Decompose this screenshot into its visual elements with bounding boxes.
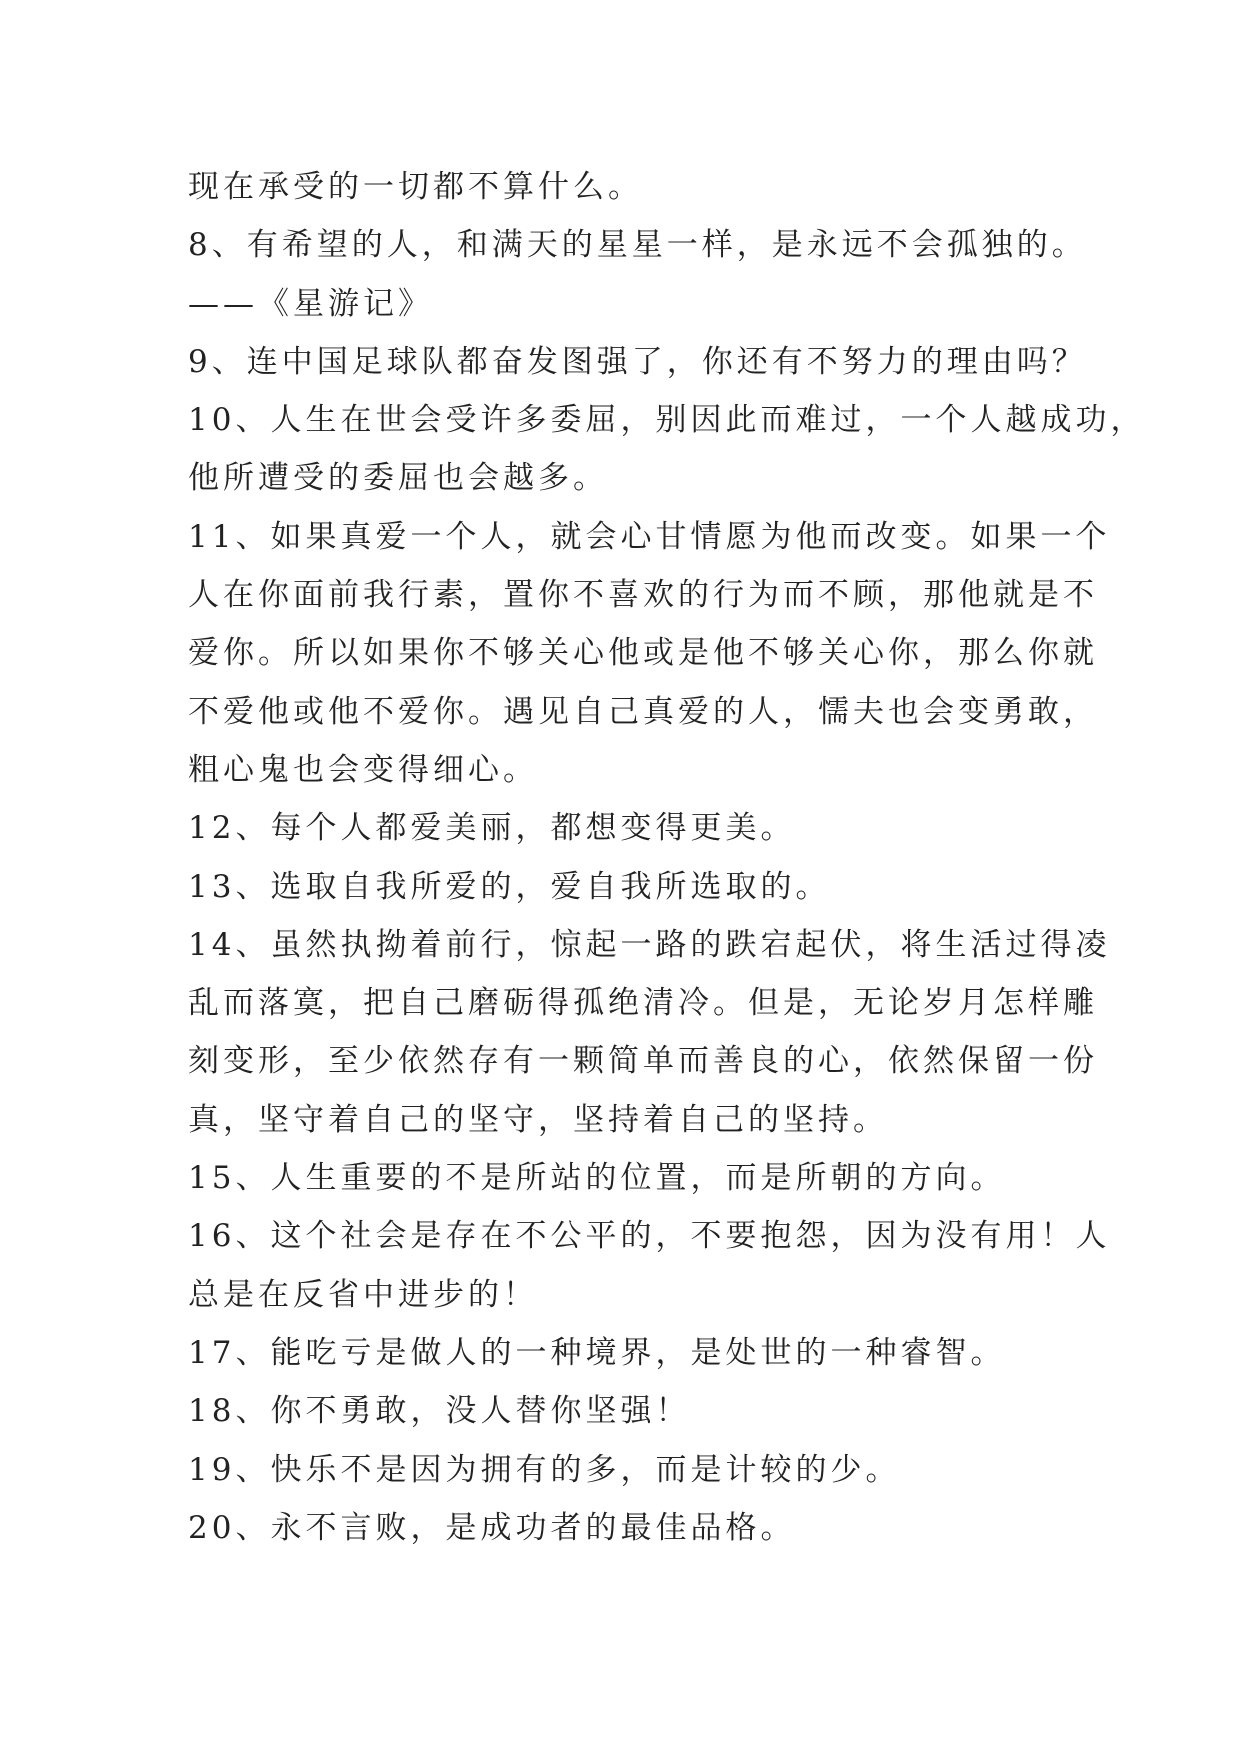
text-line: 18、你不勇敢，没人替你坚强！ — [188, 1393, 691, 1430]
text-line: 13、选取自我所爱的，爱自我所选取的。 — [188, 868, 831, 905]
text-line: 19、快乐不是因为拥有的多，而是计较的少。 — [188, 1451, 901, 1488]
text-line: 8、有希望的人，和满天的星星一样，是永远不会孤独的。 — [188, 227, 1087, 264]
text-line: 乱而落寞，把自己磨砺得孤绝清冷。但是，无论岁月怎样雕 — [188, 985, 1098, 1022]
text-line: 11、如果真爱一个人，就会心甘情愿为他而改变。如果一个 — [188, 518, 1111, 555]
text-line: 人在你面前我行素，置你不喜欢的行为而不顾，那他就是不 — [188, 577, 1098, 614]
text-line: 粗心鬼也会变得细心。 — [188, 751, 538, 788]
text-line: 现在承受的一切都不算什么。 — [188, 169, 643, 205]
text-line: 不爱他或他不爱你。遇见自己真爱的人，懦夫也会变勇敢， — [188, 693, 1098, 730]
text-line: 刻变形，至少依然存有一颗简单而善良的心，依然保留一份 — [188, 1043, 1098, 1080]
text-line: 9、连中国足球队都奋发图强了，你还有不努力的理由吗？ — [188, 343, 1087, 380]
text-line: 爱你。所以如果你不够关心他或是他不够关心你，那么你就 — [188, 635, 1098, 672]
text-line: 20、永不言败，是成功者的最佳品格。 — [188, 1509, 796, 1546]
text-line: 12、每个人都爱美丽，都想变得更美。 — [188, 810, 796, 847]
document-body — [188, 158, 1146, 1557]
text-line: 17、能吃亏是做人的一种境界，是处世的一种睿智。 — [188, 1334, 1006, 1371]
text-line: 15、人生重要的不是所站的位置，而是所朝的方向。 — [188, 1160, 1006, 1197]
text-line: 真，坚守着自己的坚守，坚持着自己的坚持。 — [188, 1101, 888, 1138]
text-line: ——《星游记》 — [188, 285, 433, 322]
text-line: 14、虽然执拗着前行，惊起一路的跌宕起伏，将生活过得凌 — [188, 926, 1111, 963]
text-line: 10、人生在世会受许多委屈，别因此而难过，一个人越成功， — [188, 402, 1146, 439]
text-line: 16、这个社会是存在不公平的，不要抱怨，因为没有用！人 — [188, 1218, 1111, 1255]
text-line: 总是在反省中进步的！ — [188, 1276, 538, 1313]
text-line: 他所遭受的委屈也会越多。 — [188, 460, 608, 497]
